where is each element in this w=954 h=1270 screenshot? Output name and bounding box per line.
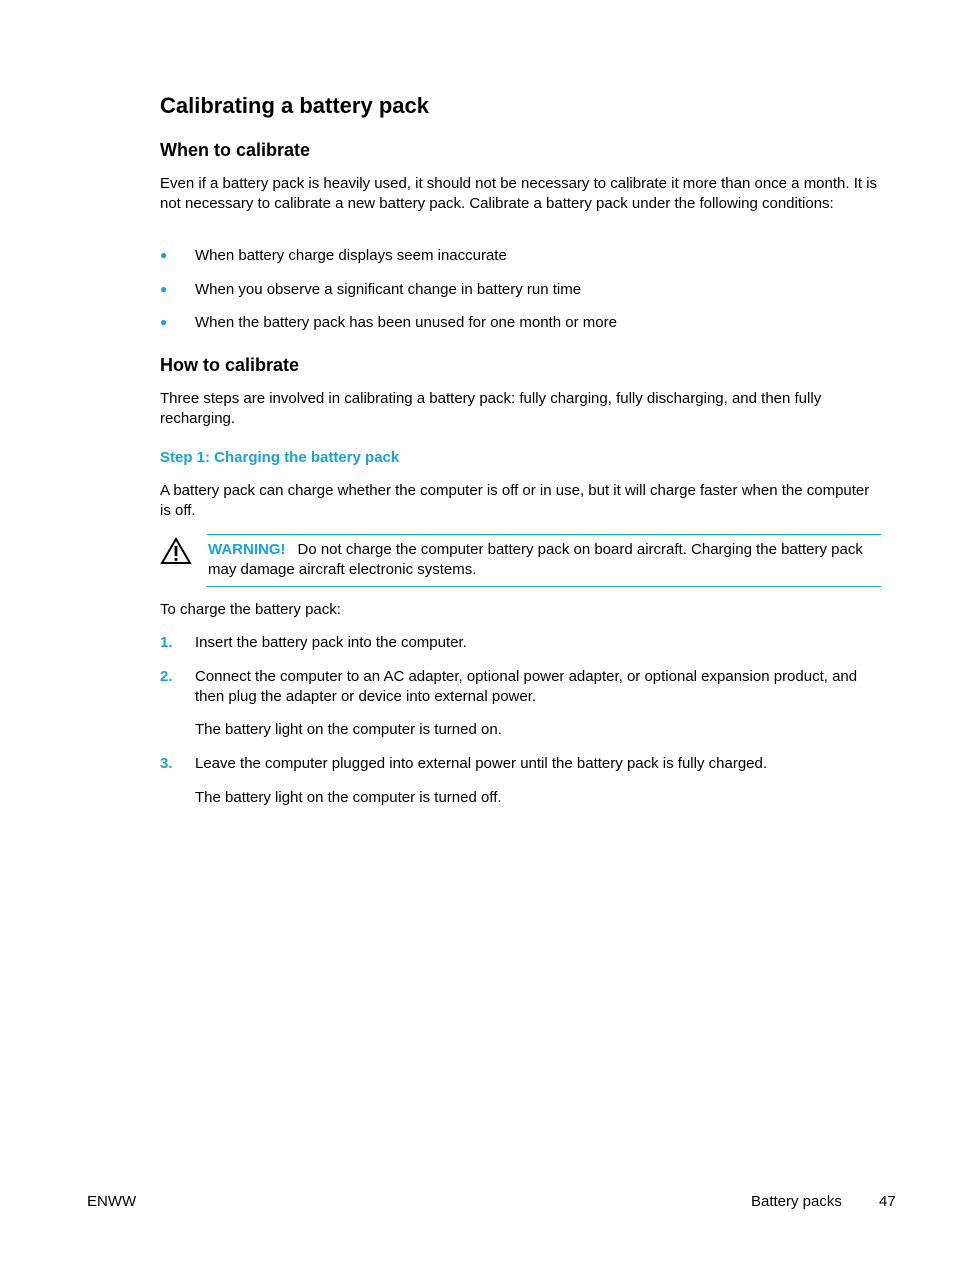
warning-message — [208, 540, 880, 579]
step-text: Connect the computer to an AC adapter, optional power adapter, or optional expansion product, and then plug the adapter or device into external power. — [195, 668, 858, 705]
step-number: 2. — [160, 668, 173, 685]
step-intro-paragraph: A battery pack can charge whether the computer is off or in use, but it will charge faster when the computer is off. — [160, 482, 870, 519]
step-number: 1. — [160, 634, 173, 651]
step-note: The battery light on the computer is turned off. — [195, 789, 502, 806]
bullet-icon: ● — [160, 248, 168, 262]
warning-label: WARNING! — [208, 541, 286, 558]
warning-top-rule — [207, 534, 881, 535]
page-title: Calibrating a battery pack — [160, 93, 429, 118]
step-note: The battery light on the computer is turned on. — [195, 721, 502, 738]
warning-text: Do not charge the computer battery pack on board aircraft. Charging the battery pack may damage aircraft electronic systems. — [208, 541, 863, 578]
step-number: 3. — [160, 755, 173, 772]
warning-bottom-rule — [207, 586, 881, 587]
page-number: 47 — [879, 1193, 896, 1210]
list-item-text: When battery charge displays seem inaccurate — [195, 247, 507, 264]
footer-section-name: Battery packs — [751, 1193, 842, 1210]
section-heading-when: When to calibrate — [160, 140, 311, 160]
section-heading-how: How to calibrate — [160, 355, 300, 375]
bullet-icon: ● — [160, 282, 168, 296]
when-intro-paragraph: Even if a battery pack is heavily used, it should not be necessary to calibrate it more than once a month. It is not necessary to calibrate a new battery pack. Calibrate a battery pack under the following conditions: — [160, 175, 878, 212]
step-text: Insert the battery pack into the computer. — [195, 634, 467, 651]
step-text: Leave the computer plugged into external power until the battery pack is fully charged. — [195, 755, 768, 772]
procedure-lead: To charge the battery pack: — [160, 601, 341, 618]
how-intro-paragraph: Three steps are involved in calibrating a battery pack: fully charging, fully discharging, and then fully recharging. — [160, 390, 822, 427]
list-item-text: When you observe a significant change in battery run time — [195, 281, 582, 298]
bullet-icon: ● — [160, 315, 168, 329]
list-item-text: When the battery pack has been unused for one month or more — [195, 314, 617, 331]
warning-triangle-icon — [160, 536, 192, 566]
footer-left-label: ENWW — [87, 1193, 137, 1210]
step-heading: Step 1: Charging the battery pack — [160, 449, 400, 466]
